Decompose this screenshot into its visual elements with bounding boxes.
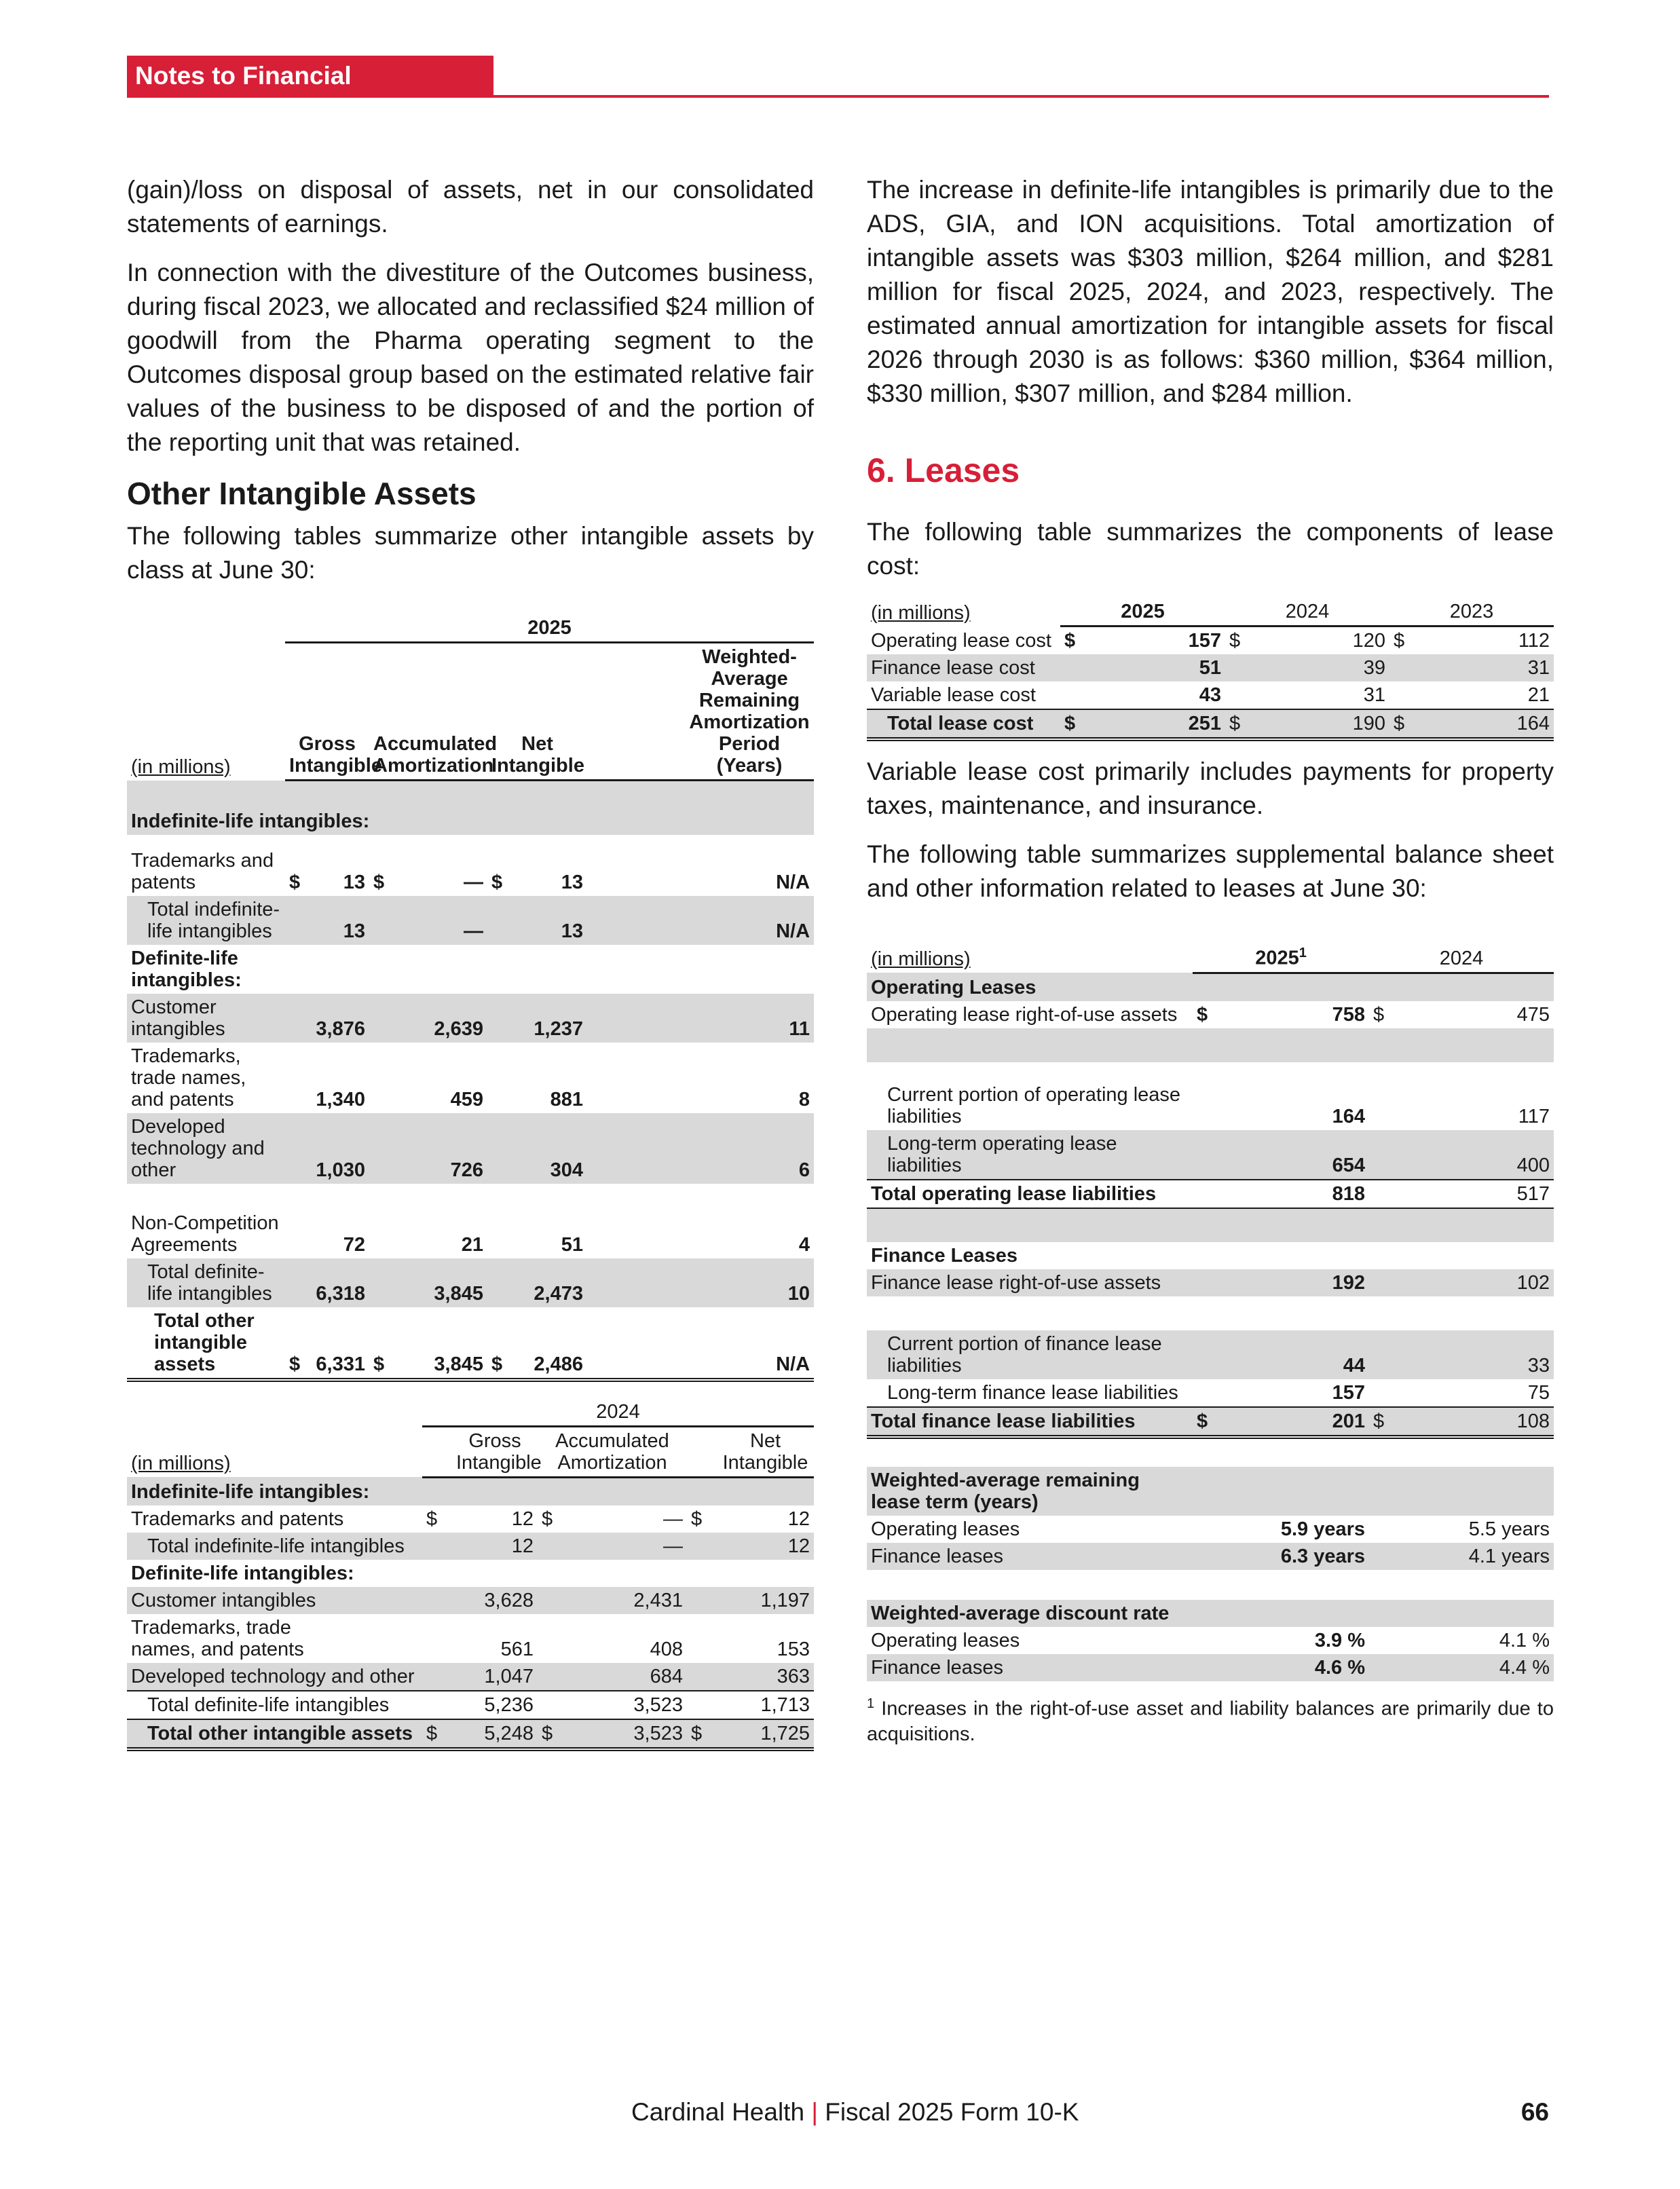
left-paragraph-1: (gain)/loss on disposal of assets, net in our consolidated statements of earnings. [127, 176, 814, 238]
table-row: Developed technology and other 1,030 726 304 6 [127, 1113, 814, 1184]
table-row [127, 781, 814, 835]
table-row: Finance lease cost 51 39 31 [867, 654, 1554, 681]
left-paragraph-3: The following tables summarize other intangible assets by class at June 30: [127, 522, 814, 584]
table-row [867, 1028, 1554, 1062]
column-header-net: Net Intangible [687, 1426, 814, 1477]
leases-section-title: 6. Leases [867, 451, 1020, 489]
table-row: Total other intangible assets $ 5,248 $ 3,523 $ 1,725 [127, 1719, 814, 1749]
table-row: Operating leases 3.9 % 4.1 % [867, 1627, 1554, 1654]
table-row: Total indefinite-life intangibles 12 — 12 [127, 1533, 814, 1560]
row-label: Indefinite-life intangibles: [127, 1477, 814, 1505]
row-label: Long-term finance lease liabilities [887, 1381, 1178, 1404]
table-row [867, 1600, 1554, 1627]
page-number: 66 [1520, 2098, 1549, 2126]
row-label: Trademarks and patents [131, 849, 274, 893]
intangibles-2025-table [127, 614, 814, 1382]
footnote-mark: 1 [867, 1696, 875, 1711]
table-row: Total indefinite-life intangibles 13 — 13 N/A [127, 896, 814, 945]
row-label: Indefinite-life intangibles: [127, 781, 814, 835]
footer-company: Cardinal Health [631, 2098, 805, 2126]
table-row: Finance leases 4.6 % 4.4 % [867, 1654, 1554, 1681]
left-column [127, 173, 814, 1751]
lease-cost-table [867, 598, 1554, 741]
row-label: Finance lease right-of-use assets [867, 1269, 1193, 1296]
row-label: Total other intangible assets [127, 1307, 285, 1380]
row-label: Trademarks, trade names, and patents [131, 1616, 304, 1660]
footer-doc: Fiscal 2025 Form 10-K [825, 2098, 1079, 2126]
row-label: Finance Leases [871, 1244, 1018, 1267]
column-header-label: (in millions) [131, 1453, 231, 1474]
row-label: Operating lease cost [871, 630, 1051, 652]
table-2025-year: 2025 [285, 614, 814, 643]
column-header-label: (in millions) [131, 755, 231, 778]
row-label: Operating leases [871, 1629, 1020, 1651]
table-row: Variable lease cost 43 31 21 [867, 681, 1554, 709]
row-label: Developed technology and other [127, 1113, 285, 1184]
table-row: Operating lease cost $ 157 $ 120 $ 112 [867, 626, 1554, 655]
right-paragraph-4: The following table summarizes supplemental balance sheet and other information related to leases at June 30: [867, 840, 1554, 902]
row-label: Trademarks and patents [131, 1508, 344, 1530]
table-row [127, 1560, 814, 1587]
table-row: Trademarks and patents $ 13 $ — $ 13 N/A [127, 835, 814, 896]
row-label: Weighted-average discount rate [867, 1600, 1554, 1627]
column-header-2023: 2023 [1389, 598, 1554, 626]
row-label: Definite-life intangibles: [131, 1562, 354, 1584]
header-rule [127, 95, 1549, 98]
table-row: Total definite-life intangibles 5,236 3,523 1,713 [127, 1691, 814, 1719]
row-label: Total indefinite-life intangibles [127, 1533, 422, 1560]
row-label: Customer intangibles [127, 1587, 422, 1614]
row-label: Total definite-life intangibles [127, 1691, 422, 1719]
column-header-net: Net Intangible [487, 643, 587, 781]
row-label: Finance leases [867, 1543, 1193, 1570]
table-row: Trademarks, trade names, and patents 561 408 153 [127, 1614, 814, 1663]
row-label: Weighted-average remaining lease term (years) [867, 1467, 1193, 1516]
table-row: Total finance lease liabilities $ 201 $ 108 [867, 1407, 1554, 1437]
table-row [867, 1467, 1554, 1516]
footnote-text: Increases in the right-of-use asset and liability balances are primarily due to acquisitions. [867, 1698, 1554, 1746]
row-label: Operating leases [871, 1518, 1020, 1540]
row-label: Customer intangibles [127, 994, 285, 1043]
table-row: Operating lease right-of-use assets $ 758 $ 475 [867, 1001, 1554, 1028]
page-footer [631, 2096, 1549, 2129]
left-paragraph-2: In connection with the divestiture of the Outcomes business, during fiscal 2023, we allocated and reclassified $24 million of goodwill from the Pharma operating segment to the Outcomes disposal group based on the estimated relative fair values of the business to be disposed of and the portion of the reporting unit that was retained. [127, 259, 814, 456]
table-row: Finance lease right-of-use assets 192 102 [867, 1269, 1554, 1296]
row-label: Trademarks, trade names, and patents [131, 1045, 246, 1110]
table-row: Current portion of finance lease liabilities 44 33 [867, 1330, 1554, 1379]
row-label: Total indefinite-life intangibles [127, 896, 285, 945]
table-row: Total lease cost $ 251 $ 190 $ 164 [867, 709, 1554, 739]
table-row: Long-term operating lease liabilities 654 400 [867, 1130, 1554, 1180]
table-row: Developed technology and other 1,047 684 363 [127, 1663, 814, 1691]
table-row: Non-Competition Agreements 72 21 51 4 [127, 1184, 814, 1258]
column-header-gross: Gross Intangible [422, 1426, 538, 1477]
table-row: Current portion of operating lease liabilities 164 117 [867, 1062, 1554, 1130]
table-row: Trademarks, trade names, and patents 1,340 459 881 8 [127, 1043, 814, 1113]
column-header-2025: 2025$^1$ [1193, 939, 1369, 973]
table-row: Finance leases 6.3 years 4.1 years [867, 1543, 1554, 1570]
column-header-2024: 2024 [1369, 939, 1554, 973]
table-row [867, 973, 1554, 1001]
column-header-2024: 2024 [1225, 598, 1389, 626]
column-header-gross: Gross Intangible [285, 643, 369, 781]
row-label: Definite-life intangibles: [131, 947, 242, 991]
right-column [867, 173, 1554, 1747]
table-row [867, 1208, 1554, 1242]
row-label: Finance leases [867, 1654, 1193, 1681]
row-label: Current portion of finance lease liabilities [867, 1330, 1193, 1379]
table-row: Customer intangibles 3,628 2,431 1,197 [127, 1587, 814, 1614]
row-label: Total definite-life intangibles [127, 1258, 285, 1307]
row-label: Developed technology and other [127, 1663, 422, 1691]
footnote [867, 1691, 1554, 1748]
table-row [127, 1477, 814, 1505]
right-paragraph-2: The following table summarizes the components of lease cost: [867, 518, 1554, 580]
intangibles-2024-table [127, 1398, 814, 1751]
footer-brand [631, 2096, 1079, 2129]
footer-separator: | [811, 2098, 818, 2126]
table-row: Total operating lease liabilities 818 517 [867, 1180, 1554, 1208]
table-row: Total other intangible assets $ 6,331 $ 3,845 $ 2,486 N/A [127, 1307, 814, 1380]
header-tab: Notes to Financial Statements [127, 56, 493, 96]
right-paragraph-1: The increase in definite-life intangibles is primarily due to the ADS, GIA, and ION acquisitions. Total amortization of intangible assets was $303 million, $264 million, and $281 million for fiscal 2025, 2024, and 2023, respectively. The estimated annual amortization for intangible assets for fiscal 2026 through 2030 is as follows: $360 million, $364 million, $330 million, $307 million, and $284 million. [867, 176, 1554, 407]
column-header-accumulated: Accumulated Amortization [369, 643, 487, 781]
table-row: Customer intangibles 3,876 2,639 1,237 11 [127, 994, 814, 1043]
column-header-accumulated: Accumulated Amortization [538, 1426, 687, 1477]
table-2024-year: 2024 [422, 1398, 814, 1427]
row-label: Non-Competition Agreements [131, 1212, 279, 1256]
row-label: Operating lease right-of-use assets [871, 1003, 1178, 1026]
row-label: Operating Leases [867, 973, 1554, 1001]
column-header-label: (in millions) [871, 948, 971, 971]
table-row [867, 1242, 1554, 1269]
column-header-weighted: Weighted-Average Remaining Amortization Period (Years) [587, 643, 814, 781]
row-label: Variable lease cost [871, 684, 1036, 706]
row-label: Finance lease cost [867, 654, 1060, 681]
right-paragraph-3: Variable lease cost primarily includes payments for property taxes, maintenance, and insurance. [867, 757, 1554, 819]
column-header-label: (in millions) [871, 601, 971, 624]
row-label: Total operating lease liabilities [867, 1180, 1193, 1208]
row-label: Total lease cost [867, 709, 1060, 739]
table-row: Trademarks and patents $ 12 $ — $ 12 [127, 1505, 814, 1533]
column-header-2025: 2025 [1060, 598, 1225, 626]
table-row: Total definite-life intangibles 6,318 3,845 2,473 10 [127, 1258, 814, 1307]
row-label: Long-term operating lease liabilities [867, 1130, 1193, 1180]
table-row [127, 945, 814, 994]
row-label: Current portion of operating lease liabilities [887, 1083, 1181, 1127]
lease-supplemental-table [867, 939, 1554, 1681]
table-row: Operating leases 5.9 years 5.5 years [867, 1516, 1554, 1543]
table-row [867, 1296, 1554, 1330]
row-label: Total other intangible assets [127, 1719, 422, 1749]
other-intangibles-heading: Other Intangible Assets [127, 476, 477, 511]
table-row: Long-term finance lease liabilities 157 75 [867, 1379, 1554, 1407]
row-label: Total finance lease liabilities [867, 1407, 1193, 1437]
